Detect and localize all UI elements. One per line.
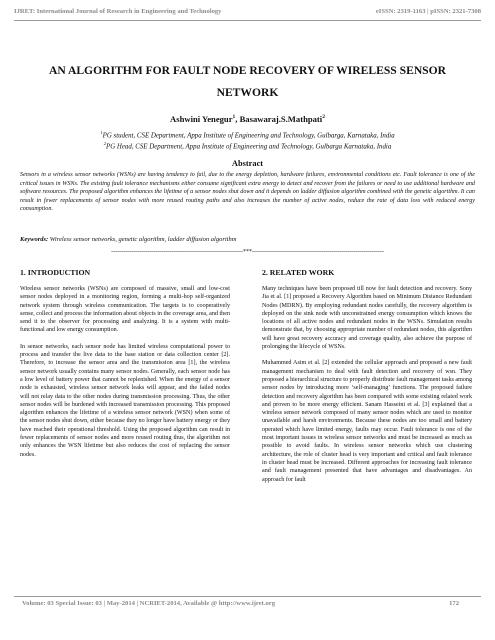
section-heading: 2. RELATED WORK <box>262 268 335 277</box>
section-separator: ------------------------------------------------------------------***------------------------------------------------------------------ <box>111 249 384 255</box>
footer-rule <box>14 596 481 597</box>
keywords-label: Keywords: <box>20 236 49 243</box>
author-name: Basawaraj.S.Mathpati <box>239 114 323 124</box>
running-footer <box>22 600 459 607</box>
page-number: 172 <box>449 600 459 607</box>
keywords-line <box>20 236 475 243</box>
paragraph: Wireless sensor networks (WSNs) are composed of massive, small and low-cost sensor nodes deployed in a monitoring region, forming a multi-hop self-organized network system through wireless communication. The targets is to cooperatively sense, collect and process the information about objects in the coverage area, and then send it to the observer for processing and analyzing. It is a system with multi-functional and low energy consumption. <box>20 286 230 334</box>
paragraph: Muhammed Asim et al. [2] extended the cellular approach and proposed a new fault management mechanism to deal with fault detection and recovery of wsn. They proposed a hierarchical structure to properly distribute fault management tasks among sensor nodes by introducing more ‘self-managing’ functions. The proposed failure detection and recovery algorithm has been compared with some existing related work and proven to be more energy efficient. Sanam Hasseini et al. [3] explained that a wireless sensor network composed of many sensor nodes which are used to monitor unavailable and harsh environments. Because these nodes are too small and battery operated which have limited energy, faults may occur. Fault tolerance is one of the most important issues in wireless sensor networks and must be increased as much as possible to avoid faults. In wireless sensor networks which use clustering architecture, the role of cluster head is very important and critical and fault tolerance in cluster head must be increased. Different approaches for increasing fault tolerance and fault management presented that have advantages and disadvantages. An approach for fault <box>262 360 472 483</box>
journal-issn: eISSN: 2319-1163 | pISSN: 2321-7308 <box>375 8 481 15</box>
author-separator: , <box>235 114 240 124</box>
author-mark: 2 <box>322 114 325 121</box>
affiliation-mark: 1 <box>100 130 103 135</box>
running-header <box>14 8 481 15</box>
affiliation-text: PG Head, CSE Department, Appa Institute of Engineering and Technology, Gulbarga Karnataka, India <box>105 143 392 151</box>
author-mark: 1 <box>232 114 236 121</box>
paragraph: Many techniques have been proposed till now for fault detection and recovery. Sony Jia et al. [1] proposed a Recovery Algorithm based on Minimum Distance Redundant Nodes (MDRN). By employing redundant nodes carefully, the recovery algorithm is deployed on the sink node with unconstrained energy consumption which knows the locations of all active nodes and redundant nodes in the WSNs. Simulation results demonstrate that, by choosing appropriate number of redundant nodes, this algorithm will have great recovery accuracy and coverage quality, also achieve the purpose of prolonging the lifecycle of WSNs. <box>262 286 472 351</box>
keywords-text: Wireless sensor networks, genetic algorithm, ladder diffusion algorithm <box>48 236 237 243</box>
footer-citation: Volume: 03 Special Issue: 03 | May-2014 | NCRIET-2014, Available @ http://www.ijret.org <box>22 600 276 607</box>
section-heading: 1. INTRODUCTION <box>20 268 91 277</box>
header-rule <box>14 20 481 21</box>
affiliation-mark: 2 <box>103 141 106 146</box>
author-line <box>0 114 495 124</box>
left-column <box>20 268 230 467</box>
journal-name: IJRET: International Journal of Research in Engineering and Technology <box>14 8 222 15</box>
paragraph: In sensor networks, each sensor node has limited wireless computational power to process and transfer the live data to the base station or data collection center [2]. Therefore, to increase the sensor area and the transmission area [1], the wireless sensor network usually contains many sensor nodes. Generally, each sensor node has a low level of battery power that cannot be replenished. When the energy of a sensor node is exhausted, wireless sensor network leaks will appear, and the failed nodes will not relay data to the other nodes during transmission processing. Thus, the other sensor nodes will be burdened with increased transmission processing. This proposed algorithm enhances the lifetime of a wireless sensor network (WSN) when some of the sensor nodes shut down, either because they no longer have battery energy or they have reached their operational threshold. Using the proposed algorithm can result in fewer replacements of sensor nodes and more reused routing thus, the algorithm not only enhances the WSN lifetime but also reduces the cost of replacing the sensor nodes. <box>20 343 230 458</box>
affiliation-text: PG student, CSE Department, Appa Institute of Engineering and Technology, Gulbarga, Karnataka, India <box>102 132 395 140</box>
author-name: Ashwini Yenegur <box>170 114 233 124</box>
right-column <box>262 268 472 492</box>
abstract-heading: Abstract <box>231 159 264 168</box>
paper-title: AN ALGORITHM FOR FAULT NODE RECOVERY OF WIRELESS SENSOR NETWORK <box>48 64 447 99</box>
abstract-text: Sensors in a wireless sensor networks (WSNs) are having tendency to fail, due to the energy depletion, hardware failures, environmental conditions etc. Fault tolerance is one of the critical issues in WSNs. The existing fault tolerance mechanisms either consume significant extra energy to detect and recover from the failures or need to use additional hardware and software resources. The proposed algorithm enhances the lifetime of a sensor nodes shut down and it depends on ladder diffusion algorithm combined with the genetic algorithm. It can result in fewer replacements of sensor nodes with more reused routing paths and also increases the number of active nodes, reduce the rate of data loss with reduced energy consumption. <box>20 172 475 213</box>
affiliation <box>0 139 495 151</box>
